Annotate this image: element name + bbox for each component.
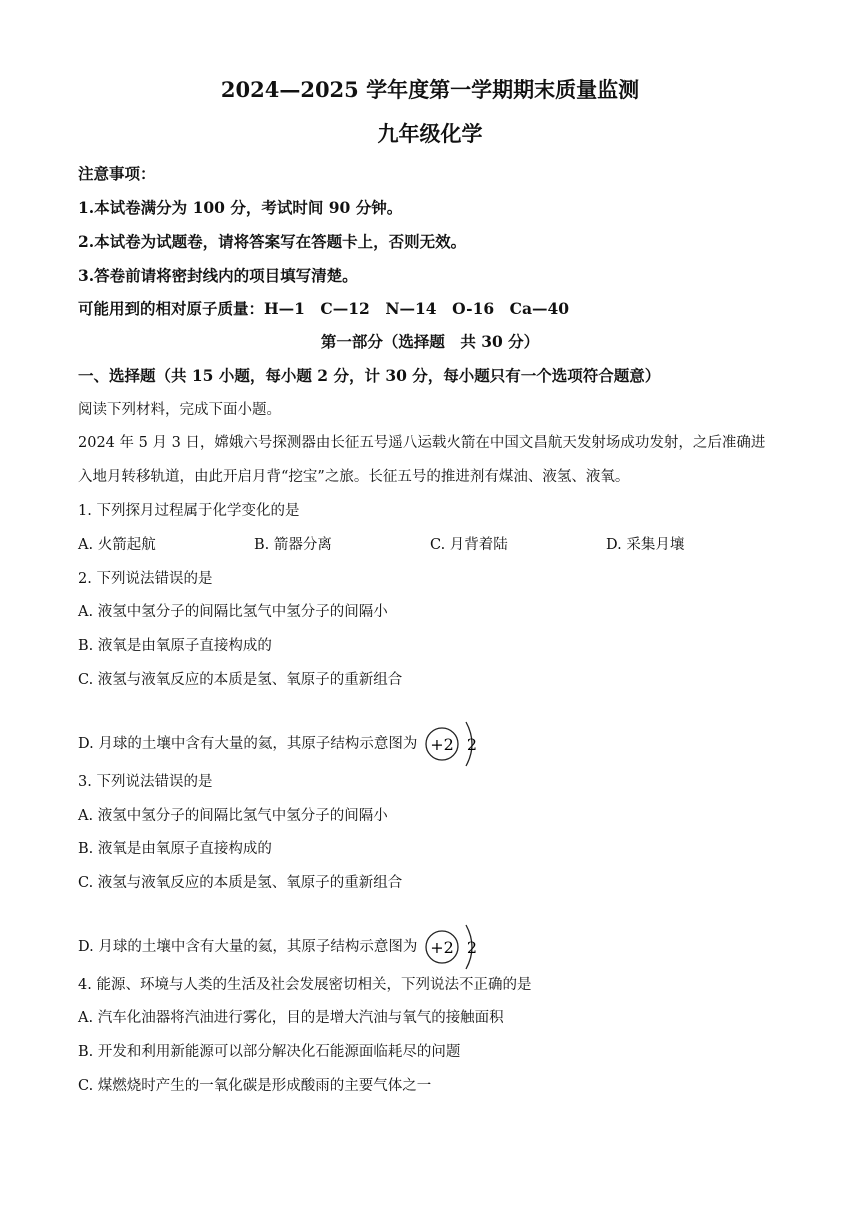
option-c: C. 液氢与液氧反应的本质是氢、氧原子的重新组合 xyxy=(78,672,403,688)
nucleus-charge: +2 xyxy=(430,938,454,957)
atomic-masses: 可能用到的相对原子质量：H—1 C—12 N—14 O-16 Ca—40 xyxy=(78,299,570,318)
option-a: A. 火箭起航 xyxy=(78,537,156,553)
question-stem: 1. 下列探月过程属于化学变化的是 xyxy=(78,503,300,519)
question-stem: 3. 下列说法错误的是 xyxy=(78,774,213,790)
option-b: B. 液氧是由氧原子直接构成的 xyxy=(78,841,272,857)
option-b: B. 开发和利用新能源可以部分解决化石能源面临耗尽的问题 xyxy=(78,1044,461,1060)
notice-heading: 注意事项： xyxy=(78,164,156,183)
nucleus-charge: +2 xyxy=(430,735,454,754)
option-d xyxy=(78,923,486,971)
option-a: A. 液氢中氢分子的间隔比氢气中氢分子的间隔小 xyxy=(78,604,388,620)
question-stem: 4. 能源、环境与人类的生活及社会发展密切相关，下列说法不正确的是 xyxy=(78,977,532,993)
option-d-text: D. 月球的土壤中含有大量的氦，其原子结构示意图为 xyxy=(78,939,418,955)
option-a: A. 液氢中氢分子的间隔比氢气中氢分子的间隔小 xyxy=(78,808,388,824)
shell-electrons: 2 xyxy=(466,735,478,754)
option-c: C. 煤燃烧时产生的一氧化碳是形成酸雨的主要气体之一 xyxy=(78,1078,432,1094)
notice-item: 2.本试卷为试题卷，请将答案写在答题卡上，否则无效。 xyxy=(78,232,467,251)
option-b: B. 液氧是由氧原子直接构成的 xyxy=(78,638,272,654)
material-line: 2024 年 5 月 3 日，嫦娥六号探测器由长征五号遥八运载火箭在中国文昌航天发射场成功发射，之后准确进 xyxy=(78,435,766,451)
helium-atom-diagram xyxy=(424,923,486,971)
question-stem: 2. 下列说法错误的是 xyxy=(78,571,213,587)
part-heading: 第一部分（选择题 共 30 分） xyxy=(320,332,540,351)
notice-item: 3.答卷前请将密封线内的项目填写清楚。 xyxy=(78,266,358,285)
option-d xyxy=(78,720,486,768)
exam-subtitle: 九年级化学 xyxy=(377,121,483,146)
option-d-text: D. 月球的土壤中含有大量的氦，其原子结构示意图为 xyxy=(78,736,418,752)
option-c: C. 液氢与液氧反应的本质是氢、氧原子的重新组合 xyxy=(78,875,403,891)
material-line: 入地月转移轨道，由此开启月背“挖宝”之旅。长征五号的推进剂有煤油、液氢、液氧。 xyxy=(78,469,630,485)
exam-title: 2024—2025 学年度第一学期期末质量监测 xyxy=(220,77,640,102)
option-b: B. 箭器分离 xyxy=(254,537,332,553)
option-a: A. 汽车化油器将汽油进行雾化，目的是增大汽油与氧气的接触面积 xyxy=(78,1010,504,1026)
shell-electrons: 2 xyxy=(466,938,478,957)
notice-item: 1.本试卷满分为 100 分，考试时间 90 分钟。 xyxy=(78,198,403,217)
material-intro: 阅读下列材料，完成下面小题。 xyxy=(78,402,281,418)
option-d: D. 采集月壤 xyxy=(606,537,685,553)
section-heading: 一、选择题（共 15 小题，每小题 2 分，计 30 分，每小题只有一个选项符合题意） xyxy=(78,366,661,385)
option-c: C. 月背着陆 xyxy=(430,537,508,553)
helium-atom-diagram xyxy=(424,720,486,768)
